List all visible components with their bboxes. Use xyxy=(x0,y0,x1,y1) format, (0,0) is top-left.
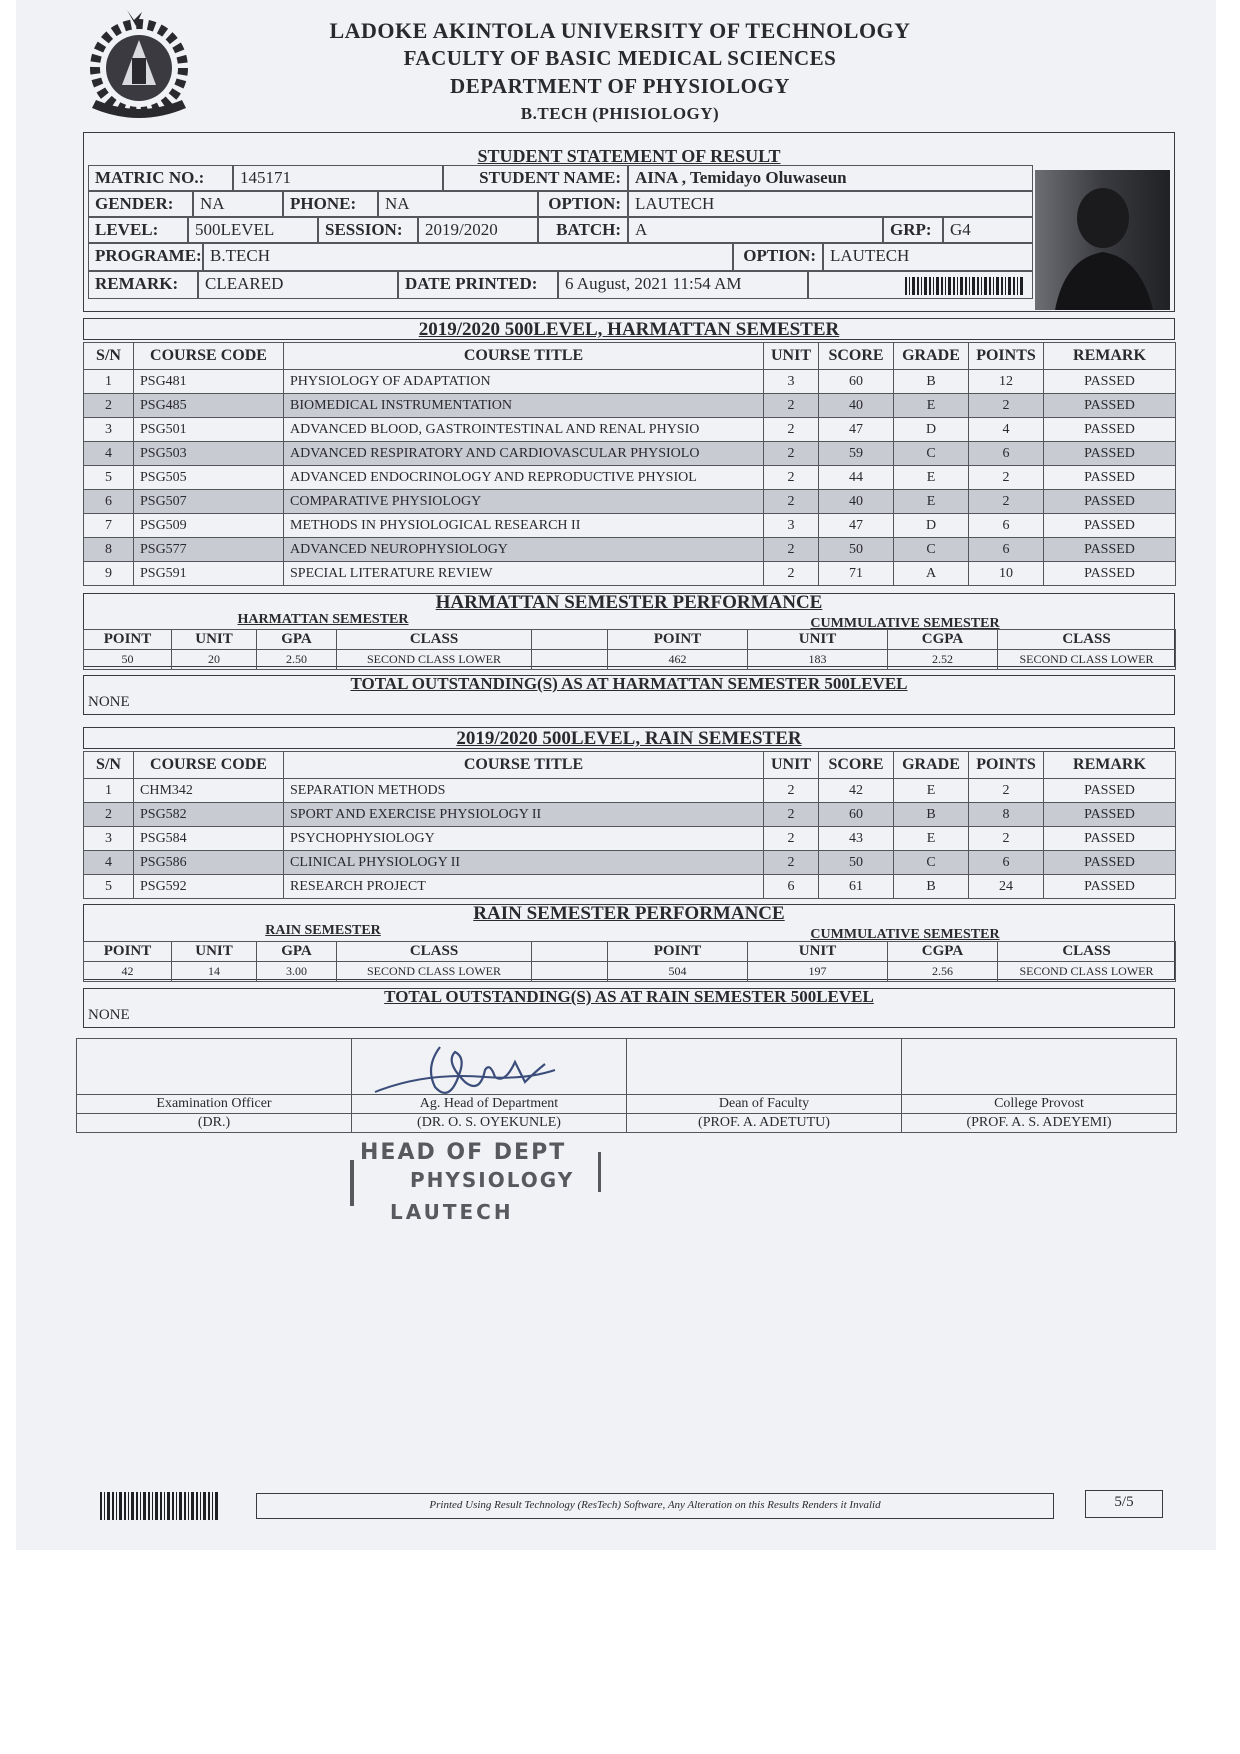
perf-unit-header: UNIT xyxy=(172,942,257,962)
perf-gpa-header: GPA xyxy=(257,942,337,962)
rain-sem-label: RAIN SEMESTER xyxy=(265,923,381,938)
course-points: 4 xyxy=(969,418,1044,442)
cum-point-value: 504 xyxy=(608,962,748,982)
col-course-title: COURSE TITLE xyxy=(284,752,764,779)
course-title: ADVANCED RESPIRATORY AND CARDIOVASCULAR PHYSIOLO xyxy=(284,442,764,466)
course-title: BIOMEDICAL INSTRUMENTATION xyxy=(284,394,764,418)
programme-label: PROGRAME: xyxy=(88,243,203,271)
perf-point-header: POINT xyxy=(84,942,172,962)
option2-value: LAUTECH xyxy=(823,243,1033,271)
hod-role: Ag. Head of Department xyxy=(352,1095,627,1114)
cum-point-header: POINT xyxy=(608,942,748,962)
harmattan-sem-label: HARMATTAN SEMESTER xyxy=(237,612,409,627)
col-unit: UNIT xyxy=(764,752,819,779)
course-score: 71 xyxy=(819,562,894,586)
signature-space-exam-officer xyxy=(77,1039,352,1095)
course-points: 2 xyxy=(969,466,1044,490)
col-points: POINTS xyxy=(969,752,1044,779)
table-row xyxy=(84,418,1176,442)
course-unit: 3 xyxy=(764,370,819,394)
course-title: ADVANCED BLOOD, GASTROINTESTINAL AND RENAL PHYSIO xyxy=(284,418,764,442)
course-remark: PASSED xyxy=(1044,562,1176,586)
harmattan-outstanding-title: TOTAL OUTSTANDING(S) AS AT HARMATTAN SEMESTER 500LEVEL xyxy=(350,674,908,693)
sem-class-value: SECOND CLASS LOWER xyxy=(337,650,532,670)
rain-title: 2019/2020 500LEVEL, RAIN SEMESTER xyxy=(456,728,802,749)
course-unit: 2 xyxy=(764,803,819,827)
page-number: 5/5 xyxy=(1114,1494,1134,1510)
course-remark: PASSED xyxy=(1044,490,1176,514)
table-row xyxy=(84,562,1176,586)
student-name-label: STUDENT NAME: xyxy=(443,165,628,191)
course-remark: PASSED xyxy=(1044,514,1176,538)
cum-unit-header: UNIT xyxy=(748,942,888,962)
course-grade: C xyxy=(894,442,969,466)
course-sn: 6 xyxy=(84,490,134,514)
course-code: PSG505 xyxy=(134,466,284,490)
course-score: 43 xyxy=(819,827,894,851)
cum-class-value: SECOND CLASS LOWER xyxy=(998,962,1176,982)
cum-cgpa-header: CGPA xyxy=(888,630,998,650)
course-unit: 2 xyxy=(764,538,819,562)
cum-class-header: CLASS xyxy=(998,630,1176,650)
matric-label: MATRIC NO.: xyxy=(88,165,233,191)
course-unit: 2 xyxy=(764,394,819,418)
course-score: 50 xyxy=(819,538,894,562)
course-grade: E xyxy=(894,827,969,851)
course-points: 12 xyxy=(969,370,1044,394)
course-sn: 4 xyxy=(84,442,134,466)
batch-label: BATCH: xyxy=(538,217,628,243)
table-row xyxy=(84,779,1176,803)
course-title: PHYSIOLOGY OF ADAPTATION xyxy=(284,370,764,394)
course-remark: PASSED xyxy=(1044,442,1176,466)
course-points: 2 xyxy=(969,490,1044,514)
stamp-line-3: LAUTECH xyxy=(390,1200,514,1224)
table-header-row xyxy=(84,752,1176,779)
course-sn: 7 xyxy=(84,514,134,538)
exam-officer-role: Examination Officer xyxy=(77,1095,352,1114)
dean-role: Dean of Faculty xyxy=(627,1095,902,1114)
course-grade: E xyxy=(894,394,969,418)
provost-name: (PROF. A. S. ADEYEMI) xyxy=(902,1114,1177,1133)
provost-role: College Provost xyxy=(902,1095,1177,1114)
table-row xyxy=(84,442,1176,466)
remark-label: REMARK: xyxy=(88,271,198,299)
level-value: 500LEVEL xyxy=(188,217,318,243)
course-remark: PASSED xyxy=(1044,418,1176,442)
course-code: PSG582 xyxy=(134,803,284,827)
course-remark: PASSED xyxy=(1044,779,1176,803)
course-title: SPORT AND EXERCISE PHYSIOLOGY II xyxy=(284,803,764,827)
course-remark: PASSED xyxy=(1044,851,1176,875)
course-code: CHM342 xyxy=(134,779,284,803)
footer-notice: Printed Using Result Technology (ResTech) Software, Any Alteration on this Results Renders it Invalid xyxy=(429,1499,881,1511)
course-points: 6 xyxy=(969,442,1044,466)
option-label: OPTION: xyxy=(538,191,628,217)
course-sn: 3 xyxy=(84,418,134,442)
hod-name: (DR. O. S. OYEKUNLE) xyxy=(352,1114,627,1133)
cum-cgpa-value: 2.52 xyxy=(888,650,998,670)
course-score: 50 xyxy=(819,851,894,875)
course-title: CLINICAL PHYSIOLOGY II xyxy=(284,851,764,875)
course-score: 60 xyxy=(819,370,894,394)
course-remark: PASSED xyxy=(1044,538,1176,562)
col-score: SCORE xyxy=(819,752,894,779)
student-name-value: AINA , Temidayo Oluwaseun xyxy=(628,165,1033,191)
course-remark: PASSED xyxy=(1044,827,1176,851)
sem-class-value: SECOND CLASS LOWER xyxy=(337,962,532,982)
course-title: ADVANCED NEUROPHYSIOLOGY xyxy=(284,538,764,562)
harmattan-results-table xyxy=(83,342,1176,586)
course-title: ADVANCED ENDOCRINOLOGY AND REPRODUCTIVE PHYSIOL xyxy=(284,466,764,490)
programme-value: B.TECH xyxy=(203,243,733,271)
course-unit: 2 xyxy=(764,779,819,803)
table-row xyxy=(84,538,1176,562)
session-label: SESSION: xyxy=(318,217,418,243)
course-score: 40 xyxy=(819,490,894,514)
department-name: DEPARTMENT OF PHYSIOLOGY xyxy=(450,74,790,98)
table-row xyxy=(84,466,1176,490)
course-score: 61 xyxy=(819,875,894,899)
course-sn: 1 xyxy=(84,779,134,803)
col-course-title: COURSE TITLE xyxy=(284,343,764,370)
cum-point-value: 462 xyxy=(608,650,748,670)
stamp-bar-right xyxy=(598,1152,601,1192)
harmattan-title: 2019/2020 500LEVEL, HARMATTAN SEMESTER xyxy=(418,319,840,340)
date-printed-label: DATE PRINTED: xyxy=(398,271,558,299)
col-grade: GRADE xyxy=(894,752,969,779)
col-course-code: COURSE CODE xyxy=(134,752,284,779)
rain-performance-table xyxy=(83,941,1176,982)
course-sn: 3 xyxy=(84,827,134,851)
sem-unit-value: 20 xyxy=(172,650,257,670)
batch-value: A xyxy=(628,217,883,243)
table-row xyxy=(84,394,1176,418)
course-unit: 2 xyxy=(764,562,819,586)
table-row xyxy=(84,827,1176,851)
barcode xyxy=(905,277,1023,295)
gender-value: NA xyxy=(193,191,283,217)
signature-space-provost xyxy=(902,1039,1177,1095)
department-stamp xyxy=(350,1140,610,1270)
course-code: PSG501 xyxy=(134,418,284,442)
course-code: PSG591 xyxy=(134,562,284,586)
course-unit: 2 xyxy=(764,466,819,490)
course-code: PSG503 xyxy=(134,442,284,466)
course-grade: B xyxy=(894,803,969,827)
cum-class-header: CLASS xyxy=(998,942,1176,962)
course-points: 24 xyxy=(969,875,1044,899)
course-points: 6 xyxy=(969,514,1044,538)
harmattan-outstanding-value: NONE xyxy=(88,694,130,710)
course-sn: 8 xyxy=(84,538,134,562)
table-row xyxy=(84,851,1176,875)
statement-title: STUDENT STATEMENT OF RESULT xyxy=(477,146,781,166)
col-sn: S/N xyxy=(84,343,134,370)
course-remark: PASSED xyxy=(1044,394,1176,418)
cum-unit-value: 197 xyxy=(748,962,888,982)
course-grade: E xyxy=(894,779,969,803)
stamp-line-1: HEAD OF DEPT xyxy=(360,1140,567,1165)
grp-value: G4 xyxy=(943,217,1033,243)
cum-point-header: POINT xyxy=(608,630,748,650)
cum-cgpa-header: CGPA xyxy=(888,942,998,962)
option2-label: OPTION: xyxy=(733,243,823,271)
course-unit: 2 xyxy=(764,851,819,875)
remark-value: CLEARED xyxy=(198,271,398,299)
course-title: SPECIAL LITERATURE REVIEW xyxy=(284,562,764,586)
course-code: PSG584 xyxy=(134,827,284,851)
sem-gpa-value: 3.00 xyxy=(257,962,337,982)
perf-unit-header: UNIT xyxy=(172,630,257,650)
course-title: COMPARATIVE PHYSIOLOGY xyxy=(284,490,764,514)
course-code: PSG592 xyxy=(134,875,284,899)
stamp-bar-left xyxy=(350,1160,354,1206)
course-title: METHODS IN PHYSIOLOGICAL RESEARCH II xyxy=(284,514,764,538)
course-score: 59 xyxy=(819,442,894,466)
cum-class-value: SECOND CLASS LOWER xyxy=(998,650,1176,670)
signature-space-dean xyxy=(627,1039,902,1095)
date-printed-value: 6 August, 2021 11:54 AM xyxy=(558,271,808,299)
course-sn: 4 xyxy=(84,851,134,875)
cum-unit-header: UNIT xyxy=(748,630,888,650)
cum-cgpa-value: 2.56 xyxy=(888,962,998,982)
rain-results-table xyxy=(83,751,1176,899)
option-value: LAUTECH xyxy=(628,191,1033,217)
course-grade: D xyxy=(894,418,969,442)
col-score: SCORE xyxy=(819,343,894,370)
table-row xyxy=(84,370,1176,394)
university-name: LADOKE AKINTOLA UNIVERSITY OF TECHNOLOGY xyxy=(329,18,911,43)
rain-outstanding-title: TOTAL OUTSTANDING(S) AS AT RAIN SEMESTER 500LEVEL xyxy=(384,987,874,1006)
course-grade: B xyxy=(894,370,969,394)
perf-class-header: CLASS xyxy=(337,942,532,962)
perf-point-header: POINT xyxy=(84,630,172,650)
matric-value: 145171 xyxy=(233,165,443,191)
perf-class-header: CLASS xyxy=(337,630,532,650)
course-remark: PASSED xyxy=(1044,370,1176,394)
course-sn: 5 xyxy=(84,875,134,899)
harmattan-performance-table xyxy=(83,629,1176,670)
exam-officer-name: (DR.) xyxy=(77,1114,352,1133)
course-code: PSG507 xyxy=(134,490,284,514)
course-grade: C xyxy=(894,851,969,875)
cum-unit-value: 183 xyxy=(748,650,888,670)
course-remark: PASSED xyxy=(1044,875,1176,899)
course-sn: 9 xyxy=(84,562,134,586)
course-unit: 2 xyxy=(764,418,819,442)
course-grade: E xyxy=(894,490,969,514)
grp-label: GRP: xyxy=(883,217,943,243)
course-title: PSYCHOPHYSIOLOGY xyxy=(284,827,764,851)
hod-signature xyxy=(365,1032,585,1122)
course-score: 42 xyxy=(819,779,894,803)
course-points: 6 xyxy=(969,538,1044,562)
course-points: 2 xyxy=(969,394,1044,418)
perf-gpa-header: GPA xyxy=(257,630,337,650)
course-score: 40 xyxy=(819,394,894,418)
col-sn: S/N xyxy=(84,752,134,779)
table-row xyxy=(84,514,1176,538)
course-sn: 5 xyxy=(84,466,134,490)
course-points: 10 xyxy=(969,562,1044,586)
course-grade: B xyxy=(894,875,969,899)
student-photo xyxy=(1035,170,1170,310)
harmattan-performance-title: HARMATTAN SEMESTER PERFORMANCE xyxy=(435,592,823,613)
course-title: SEPARATION METHODS xyxy=(284,779,764,803)
footer-barcode xyxy=(100,1492,220,1520)
stamp-line-2: PHYSIOLOGY xyxy=(410,1168,575,1192)
course-remark: PASSED xyxy=(1044,803,1176,827)
table-header-row xyxy=(84,343,1176,370)
sem-gpa-value: 2.50 xyxy=(257,650,337,670)
course-score: 44 xyxy=(819,466,894,490)
course-unit: 6 xyxy=(764,875,819,899)
rain-outstanding-value: NONE xyxy=(88,1007,130,1023)
programme-name: B.TECH (PHISIOLOGY) xyxy=(520,104,720,123)
col-remark: REMARK xyxy=(1044,752,1176,779)
course-score: 47 xyxy=(819,514,894,538)
col-points: POINTS xyxy=(969,343,1044,370)
col-remark: REMARK xyxy=(1044,343,1176,370)
phone-label: PHONE: xyxy=(283,191,378,217)
course-code: PSG577 xyxy=(134,538,284,562)
course-code: PSG485 xyxy=(134,394,284,418)
col-grade: GRADE xyxy=(894,343,969,370)
course-code: PSG509 xyxy=(134,514,284,538)
course-grade: E xyxy=(894,466,969,490)
signature-table xyxy=(76,1038,1177,1133)
course-points: 8 xyxy=(969,803,1044,827)
course-title: RESEARCH PROJECT xyxy=(284,875,764,899)
table-row xyxy=(84,875,1176,899)
gender-label: GENDER: xyxy=(88,191,193,217)
course-unit: 2 xyxy=(764,827,819,851)
course-points: 2 xyxy=(969,779,1044,803)
course-points: 2 xyxy=(969,827,1044,851)
course-sn: 2 xyxy=(84,803,134,827)
course-unit: 2 xyxy=(764,490,819,514)
course-remark: PASSED xyxy=(1044,466,1176,490)
course-points: 6 xyxy=(969,851,1044,875)
harmattan-cum-label: CUMMULATIVE SEMESTER xyxy=(810,616,1000,631)
session-value: 2019/2020 xyxy=(418,217,538,243)
sem-unit-value: 14 xyxy=(172,962,257,982)
course-grade: D xyxy=(894,514,969,538)
course-sn: 2 xyxy=(84,394,134,418)
course-grade: C xyxy=(894,538,969,562)
faculty-name: FACULTY OF BASIC MEDICAL SCIENCES xyxy=(403,46,837,70)
col-unit: UNIT xyxy=(764,343,819,370)
sem-point-value: 50 xyxy=(84,650,172,670)
course-score: 60 xyxy=(819,803,894,827)
table-row xyxy=(84,490,1176,514)
course-unit: 3 xyxy=(764,514,819,538)
rain-cum-label: CUMMULATIVE SEMESTER xyxy=(810,927,1000,942)
table-row xyxy=(84,803,1176,827)
course-grade: A xyxy=(894,562,969,586)
level-label: LEVEL: xyxy=(88,217,188,243)
course-code: PSG586 xyxy=(134,851,284,875)
course-score: 47 xyxy=(819,418,894,442)
col-course-code: COURSE CODE xyxy=(134,343,284,370)
phone-value: NA xyxy=(378,191,538,217)
rain-performance-title: RAIN SEMESTER PERFORMANCE xyxy=(473,903,785,924)
course-code: PSG481 xyxy=(134,370,284,394)
dean-name: (PROF. A. ADETUTU) xyxy=(627,1114,902,1133)
sem-point-value: 42 xyxy=(84,962,172,982)
course-sn: 1 xyxy=(84,370,134,394)
course-unit: 2 xyxy=(764,442,819,466)
